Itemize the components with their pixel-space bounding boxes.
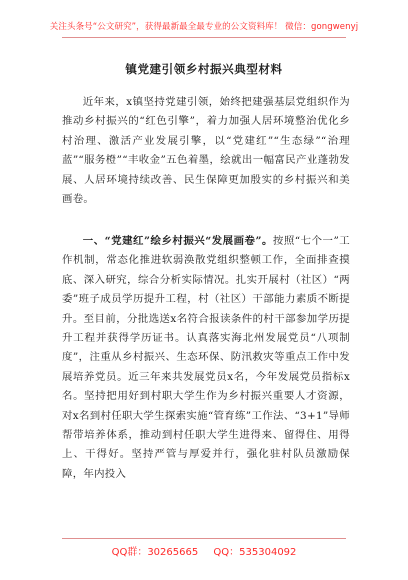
footer-contact xyxy=(0,543,408,558)
header-banner: 关注头条号“公文研究”，获得最新最全最专业的公文资料库！ 微信：gongwenyj xyxy=(49,22,359,32)
footer-divider xyxy=(62,538,346,539)
section-1-paragraph xyxy=(62,232,350,484)
section-1-heading: 一、“党建红”绘乡村振兴“发展画卷”。 xyxy=(82,235,273,247)
section-1-body: 按照“七个一”工作机制，常态化推进软弱涣散党组织整顿工作，全面排查摸底、深入研究，综合分析实际情况。扎实开展村（社区）“两委”班子成员学历提升工程，村（社区）干部能力素质不断提升。至目前，分批选送x名符合报读条件的村干部参加学历提升工程并获得学历证书。认真落实海北州发展党员“八项制度”，注重从乡村振兴、生态环保、防汛救灾等重点工作中发展培养党员。近三年来共发展党员x名，今年发展党员指标x名。坚持把用好到村职大学生作为乡村振兴重要人才资源，对x名到村任职大学生探索实施“管育练”工作法、“3+1”导师帮带培养体系，推动到村任职大学生进得来、留得住、用得上、干得好。坚持严管与厚爱并行，强化驻村队员激励保障，年内投入 xyxy=(62,235,351,480)
intro-paragraph: 近年来，x镇坚持党建引领，始终把建强基层党组织作为推动乡村振兴的“红色引擎”，着力加强人居环境整治优化乡村治理、激活产业发展引擎，以“党建红”“生态绿”“治理蓝”“服务橙”“丰收金”五色着墨，绘就出一幅富民产业蓬勃发展、人居环境持续改善、民生保障更加殷实的乡村振兴和美画卷。 xyxy=(62,96,350,206)
document-title: 镇党建引领乡村振兴典型材料 xyxy=(125,62,283,76)
header-divider xyxy=(62,37,346,38)
footer-qq-group: QQ群：30265665 xyxy=(111,547,199,558)
footer-qq-number: QQ：535304092 xyxy=(213,547,297,558)
